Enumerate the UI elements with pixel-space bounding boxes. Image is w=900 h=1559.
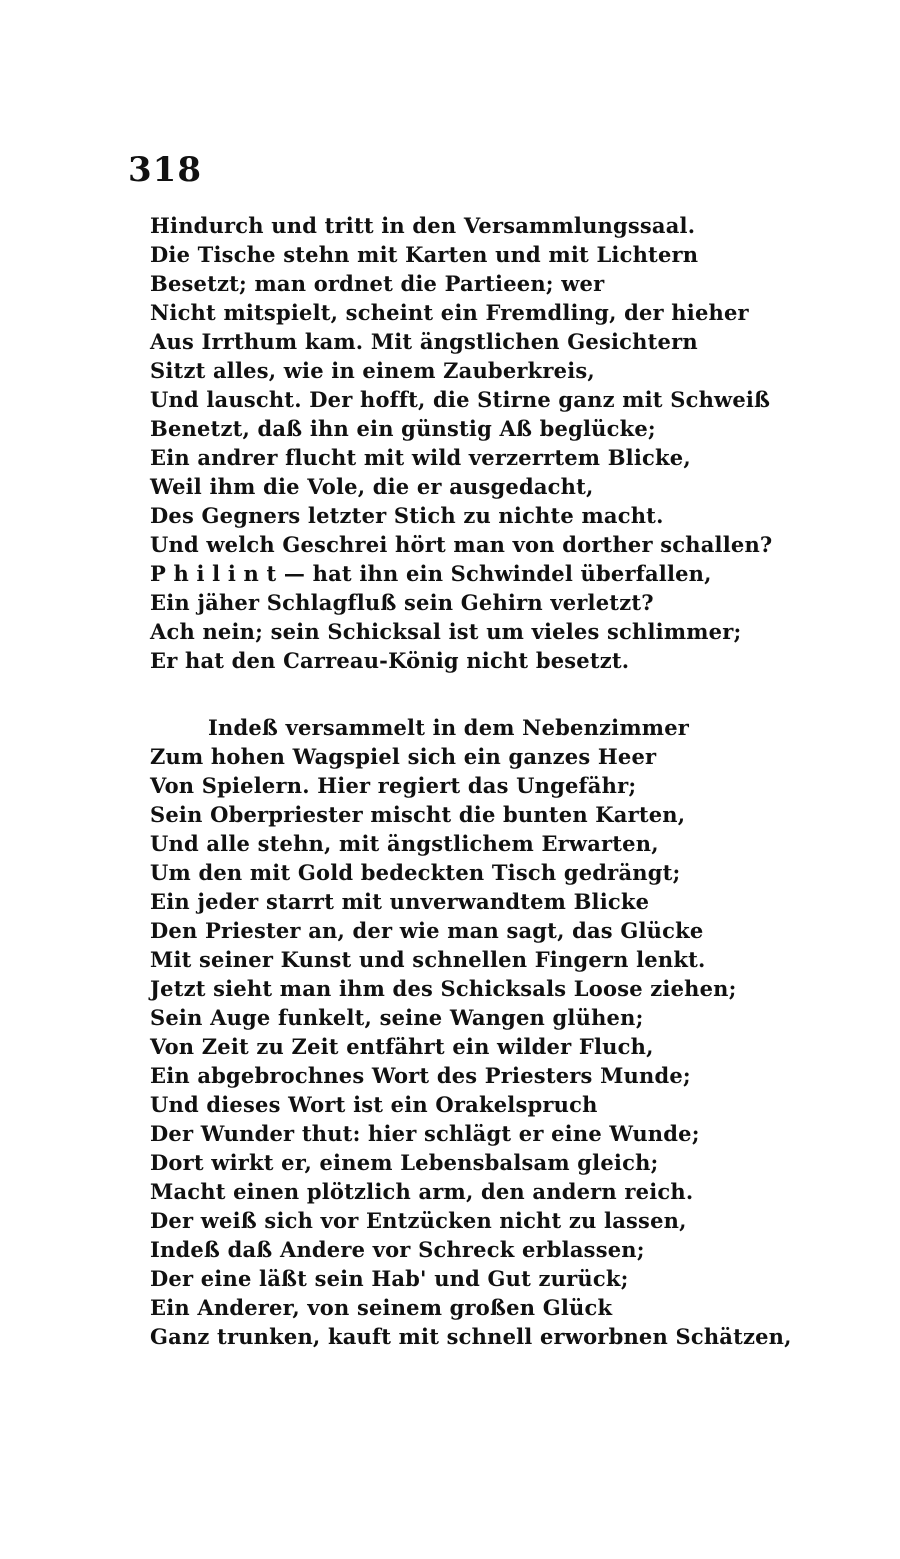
verse-line: Ein abgebrochnes Wort des Priesters Munde;	[150, 1063, 691, 1088]
verse-line: Sein Oberpriester mischt die bunten Karten,	[150, 802, 686, 827]
verse-line: Nicht mitspielt, scheint ein Fremdling, der hieher	[150, 300, 749, 325]
verse-line: Indeß daß Andere vor Schreck erblassen;	[150, 1237, 645, 1262]
verse-line: Zum hohen Wagspiel sich ein ganzes Heer	[150, 744, 657, 769]
verse-line: Von Spielern. Hier regiert das Ungefähr;	[150, 773, 637, 798]
verse-line: P h i l i n t — hat ihn ein Schwindel überfallen,	[150, 561, 712, 586]
verse-line: Sitzt alles, wie in einem Zauberkreis,	[150, 358, 595, 383]
verse-line: Er hat den Carreau-König nicht besetzt.	[150, 648, 630, 673]
verse-line: Aus Irrthum kam. Mit ängstlichen Gesichtern	[150, 329, 698, 354]
verse-line: Und welch Geschrei hört man von dorther schallen?	[150, 532, 773, 557]
verse-line: Ganz trunken, kauft mit schnell erworbnen Schätzen,	[150, 1324, 792, 1349]
verse-line: Indeß versammelt in dem Nebenzimmer	[208, 715, 690, 740]
verse-line: Um den mit Gold bedeckten Tisch gedrängt;	[150, 860, 681, 885]
verse-line: Ein andrer flucht mit wild verzerrtem Blicke,	[150, 445, 691, 470]
verse-line: Besetzt; man ordnet die Partieen; wer	[150, 271, 605, 296]
verse-line: Macht einen plötzlich arm, den andern reich.	[150, 1179, 694, 1204]
verse-line: Dort wirkt er, einem Lebensbalsam gleich;	[150, 1150, 659, 1175]
verse-line: Hindurch und tritt in den Versammlungssaal.	[150, 213, 696, 238]
stanza-1	[150, 211, 772, 675]
verse-line: Ach nein; sein Schicksal ist um vieles schlimmer;	[150, 619, 742, 644]
verse-line: Sein Auge funkelt, seine Wangen glühen;	[150, 1005, 644, 1030]
verse-line: Jetzt sieht man ihm des Schicksals Loose ziehen;	[150, 976, 737, 1001]
verse-line: Und dieses Wort ist ein Orakelspruch	[150, 1092, 598, 1117]
verse-line: Die Tische stehn mit Karten und mit Lichtern	[150, 242, 699, 267]
verse-line: Ein jeder starrt mit unverwandtem Blicke	[150, 889, 650, 914]
verse-line: Von Zeit zu Zeit entfährt ein wilder Fluch,	[150, 1034, 654, 1059]
verse-line: Und alle stehn, mit ängstlichem Erwarten,	[150, 831, 659, 856]
verse-line: Und lauscht. Der hofft, die Stirne ganz mit Schweiß	[150, 387, 771, 412]
verse-line: Der weiß sich vor Entzücken nicht zu lassen,	[150, 1208, 687, 1233]
verse-line: Den Priester an, der wie man sagt, das Glücke	[150, 918, 704, 943]
verse-line: Ein jäher Schlagfluß sein Gehirn verletzt?	[150, 590, 654, 615]
verse-line: Benetzt, daß ihn ein günstig Aß beglücke;	[150, 416, 656, 441]
verse-line: Mit seiner Kunst und schnellen Fingern lenkt.	[150, 947, 706, 972]
verse-line: Ein Anderer, von seinem großen Glück	[150, 1295, 613, 1320]
stanza-2	[150, 713, 792, 1351]
verse-line: Des Gegners letzter Stich zu nichte macht.	[150, 503, 664, 528]
verse-line: Weil ihm die Vole, die er ausgedacht,	[150, 474, 594, 499]
page-number: 318	[128, 150, 202, 190]
verse-line: Der eine läßt sein Hab' und Gut zurück;	[150, 1266, 629, 1291]
verse-line: Der Wunder thut: hier schlägt er eine Wunde;	[150, 1121, 700, 1146]
